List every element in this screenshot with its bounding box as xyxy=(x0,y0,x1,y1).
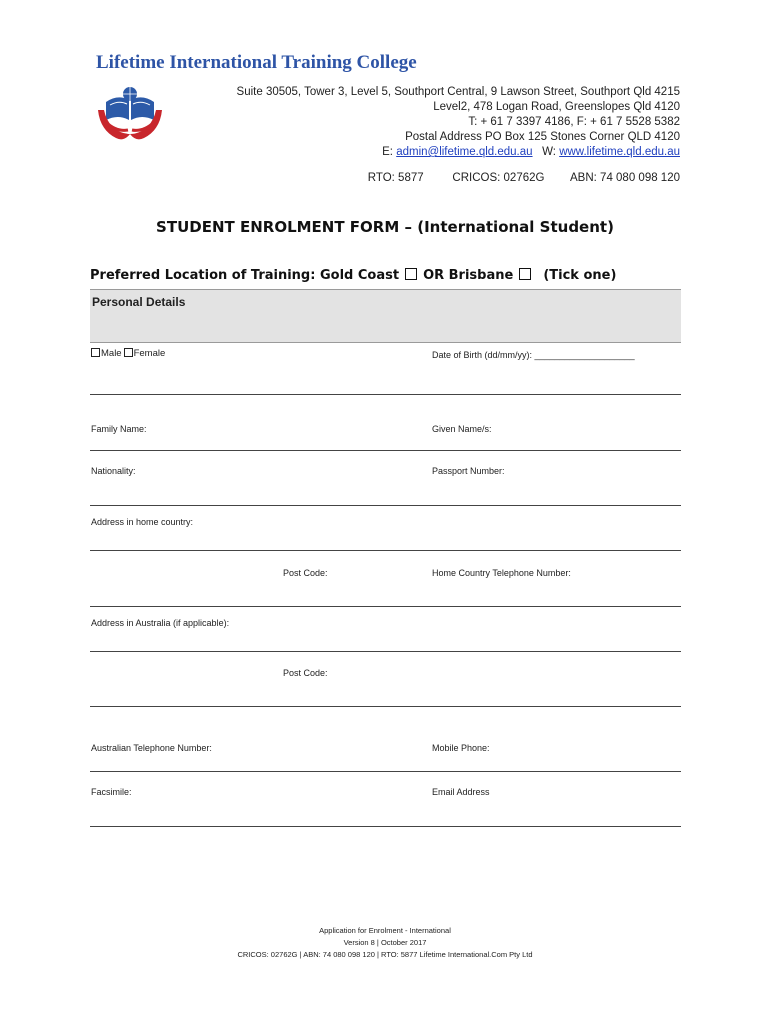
cricos-number: CRICOS: 02762G xyxy=(452,172,545,184)
home-post-code-field[interactable]: Post Code: xyxy=(283,568,328,578)
website-link[interactable]: www.lifetime.qld.edu.au xyxy=(559,146,680,158)
email-prefix: E: xyxy=(382,146,397,158)
row-divider xyxy=(90,706,681,707)
postal-line: Postal Address PO Box 125 Stones Corner QLD 4120 xyxy=(405,131,680,143)
section-title: Personal Details xyxy=(92,295,186,309)
personal-details-section-header xyxy=(90,289,681,343)
facsimile-field[interactable]: Facsimile: xyxy=(91,787,132,797)
australia-address-field[interactable]: Address in Australia (if applicable): xyxy=(91,618,230,628)
or-brisbane-label: OR Brisbane xyxy=(423,268,514,283)
row-divider xyxy=(90,394,681,395)
web-prefix: W: xyxy=(542,146,560,158)
form-title: STUDENT ENROLMENT FORM – (International Student) xyxy=(156,218,614,236)
given-names-field[interactable]: Given Name/s: xyxy=(432,424,492,434)
row-divider xyxy=(90,826,681,827)
rto-number: RTO: 5877 xyxy=(367,172,424,184)
footer-version: Version 8 | October 2017 xyxy=(343,938,427,947)
row-divider xyxy=(90,606,681,607)
passport-number-field[interactable]: Passport Number: xyxy=(432,466,505,476)
male-label: Male xyxy=(101,348,122,359)
address-line-1: Suite 30505, Tower 3, Level 5, Southport Central, 9 Lawson Street, Southport Qld 4215 xyxy=(236,86,680,98)
female-label: Female xyxy=(133,348,166,359)
home-phone-field[interactable]: Home Country Telephone Number: xyxy=(432,568,571,578)
registration-line xyxy=(368,171,680,186)
brisbane-checkbox[interactable] xyxy=(519,268,531,280)
phone-line: T: + 61 7 3397 4186, F: + 61 7 5528 5382 xyxy=(468,116,680,128)
email-web-line xyxy=(382,145,680,160)
address-line-2: Level2, 478 Logan Road, Greenslopes Qld 4120 xyxy=(433,101,680,113)
male-checkbox[interactable] xyxy=(91,348,100,357)
row-divider xyxy=(90,550,681,551)
preferred-location xyxy=(90,268,616,283)
abn-number: ABN: 74 080 098 120 xyxy=(570,172,680,184)
row-divider xyxy=(90,651,681,652)
footer-title: Application for Enrolment - International xyxy=(319,926,451,935)
preferred-location-label: Preferred Location of Training: Gold Coast xyxy=(90,268,400,283)
dob-field[interactable]: Date of Birth (dd/mm/yy): ____________________ xyxy=(432,350,635,360)
nationality-field[interactable]: Nationality: xyxy=(91,466,136,476)
row-divider xyxy=(90,771,681,772)
family-name-field[interactable]: Family Name: xyxy=(91,424,147,434)
australian-phone-field[interactable]: Australian Telephone Number: xyxy=(91,743,212,753)
college-logo xyxy=(94,80,166,146)
tick-one-label: (Tick one) xyxy=(543,268,617,283)
footer-registration: CRICOS: 02762G | ABN: 74 080 098 120 | RTO: 5877 Lifetime International.Com Pty Ltd xyxy=(237,950,533,959)
email-link[interactable]: admin@lifetime.qld.edu.au xyxy=(396,146,533,158)
row-divider xyxy=(90,450,681,451)
female-checkbox[interactable] xyxy=(124,348,133,357)
email-address-field[interactable]: Email Address xyxy=(432,787,490,797)
college-name: Lifetime International Training College xyxy=(96,52,417,73)
row-divider xyxy=(90,505,681,506)
gold-coast-checkbox[interactable] xyxy=(405,268,417,280)
mobile-phone-field[interactable]: Mobile Phone: xyxy=(432,743,490,753)
gender-options xyxy=(91,348,165,359)
home-address-field[interactable]: Address in home country: xyxy=(91,517,194,527)
australia-post-code-field[interactable]: Post Code: xyxy=(283,668,328,678)
